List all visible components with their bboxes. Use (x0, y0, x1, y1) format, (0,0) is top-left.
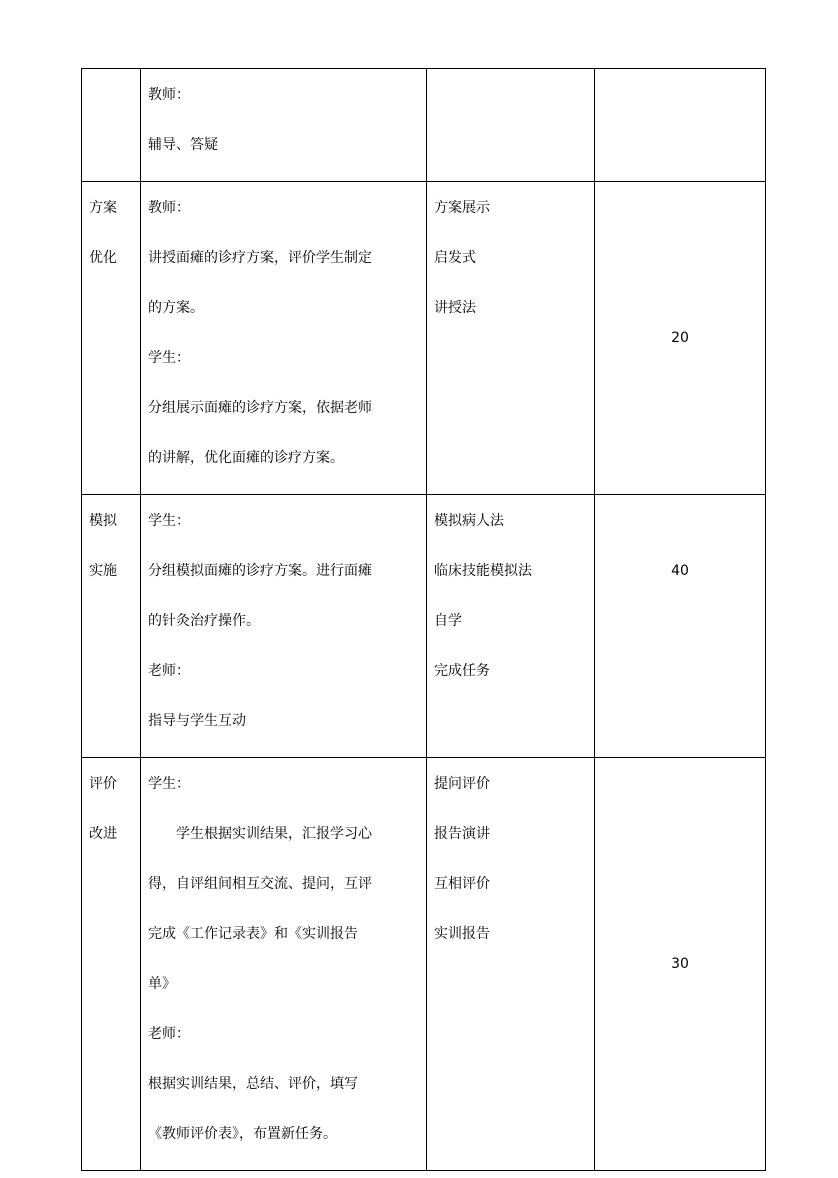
method-line: 报告演讲 (434, 826, 490, 842)
method-line: 互相评价 (434, 876, 490, 892)
content-line: 单》 (148, 976, 176, 992)
method-line: 自学 (434, 613, 462, 629)
table-row (82, 495, 766, 758)
content-line: 根据实训结果，总结、评价，填写 (148, 1076, 358, 1092)
content-line: 分组模拟面瘫的诊疗方案。进行面瘫 (148, 563, 372, 579)
table-row (82, 69, 766, 182)
stage-cell (82, 182, 141, 495)
content-line: 得，自评组间相互交流、提问，互评 (148, 876, 372, 892)
content-cell (141, 758, 427, 1171)
content-line: 的讲解，优化面瘫的诊疗方案。 (148, 450, 344, 466)
content-line: 完成《工作记录表》和《实训报告 (148, 926, 358, 942)
method-cell (427, 758, 595, 1171)
content-line: 老师： (148, 663, 190, 679)
content-line: 指导与学生互动 (148, 713, 246, 729)
method-line: 讲授法 (434, 300, 476, 316)
content-line: 的方案。 (148, 300, 204, 316)
method-line: 模拟病人法 (434, 513, 504, 529)
table-row (82, 758, 766, 1171)
content-line: 分组展示面瘫的诊疗方案，依据老师 (148, 400, 372, 416)
content-line: 老师： (148, 1026, 190, 1042)
stage-line: 改进 (89, 826, 117, 842)
stage-line: 实施 (89, 563, 117, 579)
content-line: 《教师评价表》，布置新任务。 (148, 1126, 337, 1142)
score-cell: 20 (595, 182, 766, 495)
content-line: 讲授面瘫的诊疗方案，评价学生制定 (148, 250, 372, 266)
stage-line: 模拟 (89, 513, 117, 529)
content-line: 教师： (148, 200, 190, 216)
content-line: 辅导、答疑 (148, 137, 218, 153)
content-line: 学生： (148, 513, 190, 529)
content-line: 学生： (148, 350, 190, 366)
stage-line: 优化 (89, 250, 117, 266)
method-cell (427, 182, 595, 495)
method-line: 方案展示 (434, 200, 490, 216)
method-cell (427, 495, 595, 758)
table-row (82, 182, 766, 495)
content-line: 的针灸治疗操作。 (148, 613, 260, 629)
stage-line: 评价 (89, 776, 117, 792)
method-cell (427, 69, 595, 182)
stage-cell (82, 69, 141, 182)
content-cell (141, 495, 427, 758)
method-line: 启发式 (434, 250, 476, 266)
content-line: 学生： (148, 776, 190, 792)
method-line: 完成任务 (434, 663, 490, 679)
method-line: 提问评价 (434, 776, 490, 792)
content-cell (141, 69, 427, 182)
stage-line: 方案 (89, 200, 117, 216)
score-value: 40 (671, 563, 689, 579)
score-blank (595, 507, 765, 557)
method-line: 实训报告 (434, 926, 490, 942)
stage-cell (82, 758, 141, 1171)
content-line: 教师： (148, 87, 190, 103)
score-cell (595, 69, 766, 182)
content-line: 学生根据实训结果，汇报学习心 (176, 826, 372, 842)
lesson-plan-table (81, 68, 766, 1171)
stage-cell (82, 495, 141, 758)
score-cell (595, 495, 766, 758)
content-cell (141, 182, 427, 495)
method-line: 临床技能模拟法 (434, 563, 532, 579)
score-cell: 30 (595, 758, 766, 1171)
